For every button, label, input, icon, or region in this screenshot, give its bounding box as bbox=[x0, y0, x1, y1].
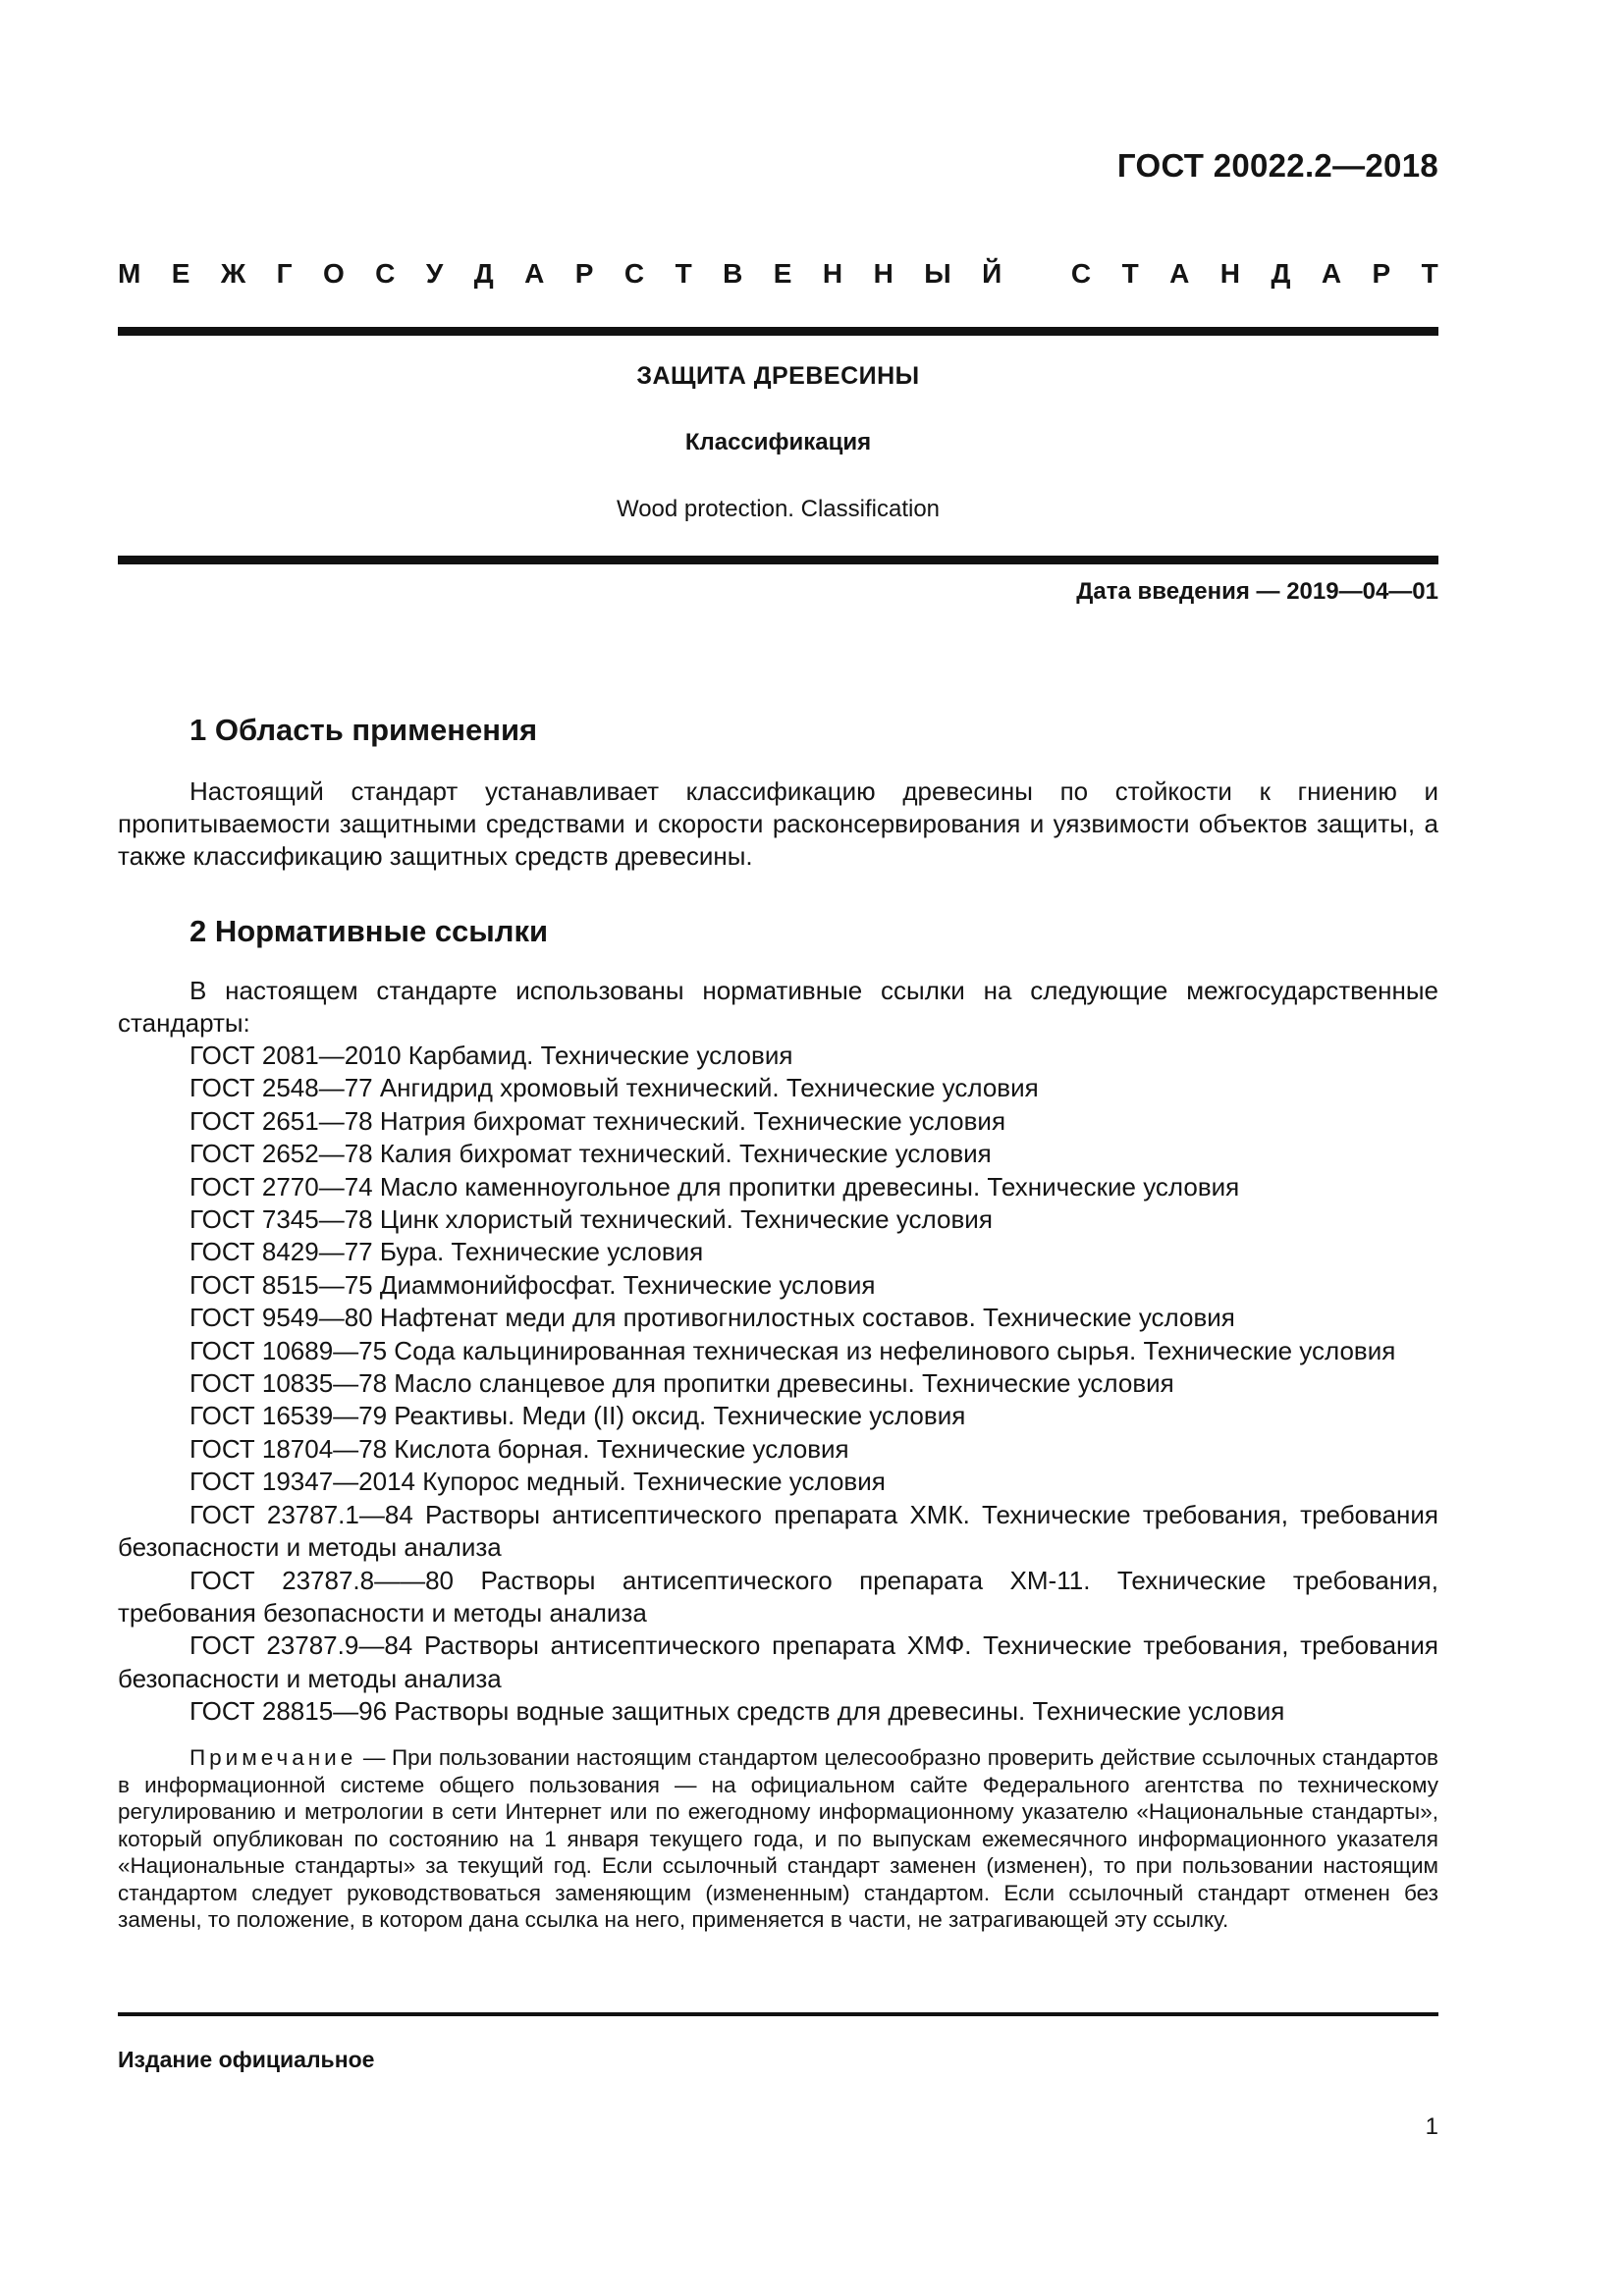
top-rule bbox=[118, 327, 1438, 336]
title-bottom-rule bbox=[118, 556, 1438, 564]
reference-item: ГОСТ 2652—78 Калия бихромат технический. Технические условия bbox=[189, 1139, 992, 1169]
reference-item: ГОСТ 9549—80 Нафтенат меди для противогнилостных составов. Технические условия bbox=[189, 1303, 1235, 1333]
reference-item: ГОСТ 8429—77 Бура. Технические условия bbox=[189, 1237, 704, 1267]
interstate-letter: Д bbox=[1271, 258, 1291, 289]
interstate-letter: А bbox=[524, 258, 545, 289]
reference-item: ГОСТ 23787.9—84 Растворы антисептического препарата ХМФ. Технические требования, требования безопасности и методы анализа bbox=[118, 1630, 1438, 1693]
reference-item: ГОСТ 23787.8——80 Растворы антисептического препарата ХМ-11. Технические требования, требования безопасности и методы анализа bbox=[118, 1565, 1438, 1628]
interstate-letter: Н bbox=[1219, 258, 1241, 289]
section-2-heading: 2 Нормативные ссылки bbox=[189, 914, 549, 948]
interstate-letter: Р bbox=[574, 258, 594, 289]
interstate-letter: Т bbox=[1121, 258, 1139, 289]
interstate-letter: С bbox=[375, 258, 396, 289]
reference-item: ГОСТ 28815—96 Растворы водные защитных средств для древесины. Технические условия bbox=[189, 1696, 1285, 1727]
interstate-letter: Т bbox=[675, 258, 692, 289]
page-number: 1 bbox=[1425, 2113, 1438, 2140]
reference-item: ГОСТ 8515—75 Диаммонийфосфат. Технические условия bbox=[189, 1269, 876, 1300]
reference-item: ГОСТ 16539—79 Реактивы. Меди (II) оксид. Технические условия bbox=[189, 1401, 966, 1431]
document-title: ЗАЩИТА ДРЕВЕСИНЫ bbox=[636, 362, 920, 390]
reference-item: ГОСТ 2651—78 Натрия бихромат технический. Технические условия bbox=[189, 1105, 1006, 1136]
interstate-letter: С bbox=[1070, 258, 1092, 289]
interstate-letter: М bbox=[118, 258, 141, 289]
interstate-letter: С bbox=[623, 258, 645, 289]
interstate-standard-heading bbox=[118, 258, 1438, 290]
interstate-letter: Н bbox=[873, 258, 893, 289]
reference-item: ГОСТ 2770—74 Масло каменноугольное для пропитки древесины. Технические условия bbox=[189, 1171, 1240, 1201]
gost-number: ГОСТ 20022.2—2018 bbox=[1116, 147, 1438, 184]
interstate-letter bbox=[1033, 258, 1041, 290]
interstate-letter: А bbox=[1169, 258, 1190, 289]
introduction-date: Дата введения — 2019—04—01 bbox=[1076, 578, 1438, 605]
interstate-letter: Е bbox=[171, 258, 190, 289]
interstate-letter: Й bbox=[982, 258, 1002, 289]
interstate-letter: Т bbox=[1421, 258, 1438, 289]
note bbox=[118, 1744, 1438, 1934]
interstate-letter: В bbox=[723, 258, 743, 289]
interstate-letter: А bbox=[1321, 258, 1342, 289]
english-title: Wood protection. Classification bbox=[616, 496, 941, 522]
reference-item: ГОСТ 10689—75 Сода кальцинированная техническая из нефелинового сырья. Технические условия bbox=[189, 1335, 1396, 1365]
reference-item: ГОСТ 10835—78 Масло сланцевое для пропитки древесины. Технические условия bbox=[189, 1368, 1174, 1399]
section-1-text bbox=[118, 775, 1438, 873]
footer-rule bbox=[118, 2012, 1438, 2016]
interstate-letter: Е bbox=[773, 258, 792, 289]
reference-item: ГОСТ 23787.1—84 Растворы антисептического препарата ХМК. Технические требования, требования безопасности и методы анализа bbox=[118, 1499, 1438, 1563]
section-2-intro bbox=[118, 975, 1438, 1040]
reference-item: ГОСТ 19347—2014 Купорос медный. Технические условия bbox=[189, 1467, 886, 1497]
reference-item: ГОСТ 2081—2010 Карбамид. Технические условия bbox=[189, 1041, 793, 1070]
section-2-intro-text: В настоящем стандарте использованы нормативные ссылки на следующие межгосударственные стандарты: bbox=[118, 976, 1438, 1038]
section-1-paragraph: Настоящий стандарт устанавливает классификацию древесины по стойкости к гниению и пропитываемости защитными средствами и скорости расконсервирования и уязвимости объектов защиты, а также классификацию защитных средств древесины. bbox=[118, 776, 1438, 871]
interstate-letter: Г bbox=[276, 258, 293, 289]
interstate-letter: Р bbox=[1372, 258, 1391, 289]
interstate-letter: О bbox=[322, 258, 345, 289]
official-edition-label: Издание официальное bbox=[118, 2047, 375, 2072]
interstate-letter: У bbox=[425, 258, 444, 289]
interstate-letter: Д bbox=[473, 258, 494, 289]
reference-item: ГОСТ 7345—78 Цинк хлористый технический. Технические условия bbox=[189, 1204, 993, 1235]
interstate-letter: Ж bbox=[220, 258, 246, 289]
reference-item: ГОСТ 2548—77 Ангидрид хромовый технический. Технические условия bbox=[189, 1073, 1039, 1103]
references-list bbox=[118, 1040, 1438, 1729]
note-label: Примечание bbox=[189, 1745, 357, 1770]
section-1-heading: 1 Область применения bbox=[189, 713, 538, 747]
note-text: — При пользовании настоящим стандартом целесообразно проверить действие ссылочных стандартов в информационной системе общего пользования — на официальном сайте Федерального агентства по техническому регулированию и метрологии в сети Интернет или по ежегодному информационному указателю «Национальные стандарты», который опубликован по состоянию на 1 января текущего года, и по выпускам ежемесячного информационного указателя «Национальные стандарты» за текущий год. Если ссылочный стандарт заменен (изменен), то при пользовании настоящим стандартом следует руководствоваться заменяющим (измененным) стандартом. Если ссылочный стандарт отменен без замены, то положение, в котором дана ссылка на него, применяется в части, не затрагивающей эту ссылку. bbox=[118, 1745, 1438, 1932]
document-subtitle: Классификация bbox=[684, 429, 872, 455]
interstate-letter: Ы bbox=[924, 258, 951, 289]
reference-item: ГОСТ 18704—78 Кислота борная. Технические условия bbox=[189, 1433, 849, 1464]
interstate-letter: Н bbox=[822, 258, 843, 289]
